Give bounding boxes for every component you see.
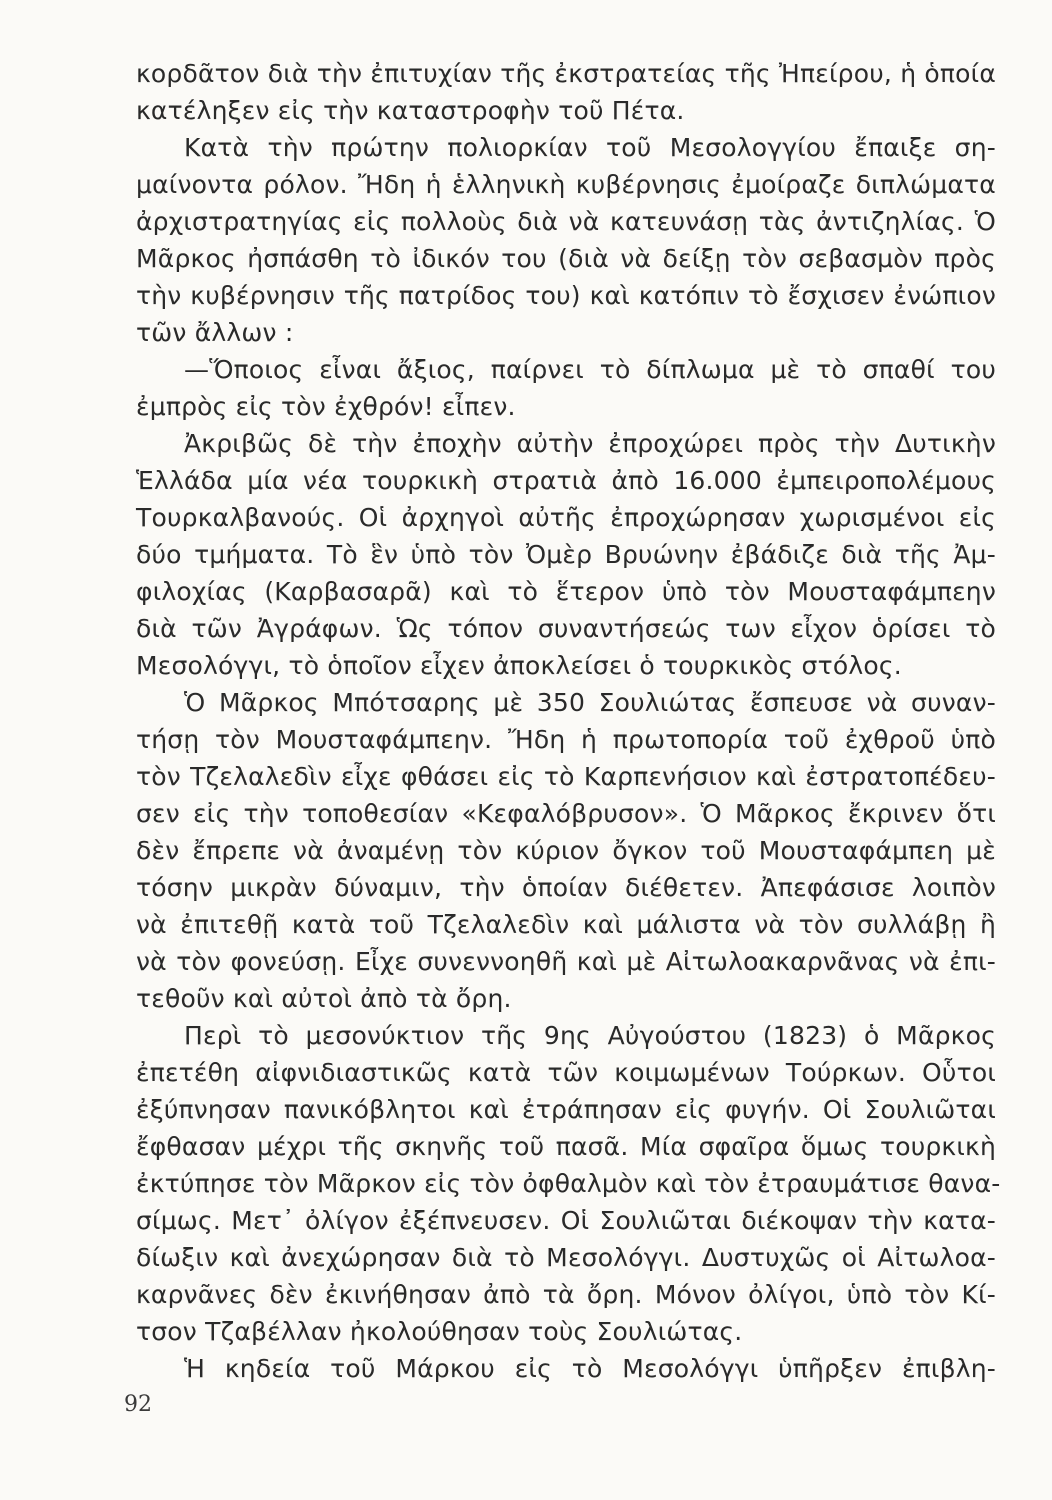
text-line: ἀρχιστρατηγίας εἰς πολλοὺς διὰ νὰ κατευνάσῃ τὰς ἀντιζηλίας. Ὁ [136,207,996,236]
page-number: 92 [124,1392,152,1417]
text-line: νὰ ἐπιτεθῇ κατὰ τοῦ Τζελαλεδὶν καὶ μάλιστα νὰ τὸν συλλάβῃ ἢ [136,910,996,939]
text-line: ἐξύπνησαν πανικόβλητοι καὶ ἐτράπησαν εἰς φυγήν. Οἱ Σουλιῶται [136,1095,996,1124]
text-line: δύο τμήματα. Τὸ ἓν ὑπὸ τὸν Ὀμὲρ Βρυώνην ἐβάδιζε διὰ τῆς Ἀμ- [136,540,996,569]
text-line: Ἑλλάδα μία νέα τουρκικὴ στρατιὰ ἀπὸ 16.000 ἐμπειροπολέμους [136,466,996,495]
text-line: —Ὅποιος εἶναι ἄξιος, παίρνει τὸ δίπλωμα μὲ τὸ σπαθί του [184,355,996,384]
text-line: φιλοχίας (Καρβασαρᾶ) καὶ τὸ ἕτερον ὑπὸ τὸν Μουσταφάμπεην [136,577,996,606]
text-line: δίωξιν καὶ ἀνεχώρησαν διὰ τὸ Μεσολόγγι. Δυστυχῶς οἱ Αἰτωλοα- [136,1243,996,1272]
text-line: Ὁ Μᾶρκος Μπότσαρης μὲ 350 Σουλιώτας ἔσπευσε νὰ συναν- [184,688,996,717]
text-line: Μᾶρκος ἠσπάσθη τὸ ἰδικόν του (διὰ νὰ δείξῃ τὸν σεβασμὸν πρὸς [136,244,996,273]
text-line: τόσην μικρὰν δύναμιν, τὴν ὁποίαν διέθετεν. Ἀπεφάσισε λοιπὸν [136,873,996,902]
text-line: διὰ τῶν Ἀγράφων. Ὡς τόπον συναντήσεώς των εἶχον ὁρίσει τὸ [136,614,996,643]
text-line: ἐκτύπησε τὸν Μᾶρκον εἰς τὸν ὀφθαλμὸν καὶ τὸν ἐτραυμάτισε θανα- [136,1169,1001,1198]
text-line: νὰ τὸν φονεύσῃ. Εἶχε συνεννοηθῆ καὶ μὲ Αἰτωλοακαρνᾶνας νὰ ἐπι- [136,947,996,976]
text-line: ἔφθασαν μέχρι τῆς σκηνῆς τοῦ πασᾶ. Μία σφαῖρα ὅμως τουρκικὴ [136,1132,996,1161]
text-line: τὴν κυβέρνησιν τῆς πατρίδος του) καὶ κατόπιν τὸ ἔσχισεν ἐνώπιον [136,281,996,310]
text-line: τήσῃ τὸν Μουσταφάμπεην. Ἤδη ἡ πρωτοπορία τοῦ ἐχθροῦ ὑπὸ [136,725,996,754]
text-line: Κατὰ τὴν πρώτην πολιορκίαν τοῦ Μεσολογγίου ἔπαιξε ση- [184,133,996,162]
text-line: καρνᾶνες δὲν ἐκινήθησαν ἀπὸ τὰ ὄρη. Μόνον ὀλίγοι, ὑπὸ τὸν Κί- [136,1280,996,1309]
text-line: τσον Τζαβέλλαν ἠκολούθησαν τοὺς Σουλιώτας. [136,1317,743,1346]
text-line: Ἡ κηδεία τοῦ Μάρκου εἰς τὸ Μεσολόγγι ὑπῆρξεν ἐπιβλη- [184,1354,996,1383]
text-line: τὸν Τζελαλεδὶν εἶχε φθάσει εἰς τὸ Καρπενήσιον καὶ ἐστρατοπέδευ- [136,762,996,791]
text-line: Μεσολόγγι, τὸ ὁποῖον εἶχεν ἀποκλείσει ὁ τουρκικὸς στόλος. [136,651,902,680]
text-line: δὲν ἔπρεπε νὰ ἀναμένῃ τὸν κύριον ὄγκον τοῦ Μουσταφάμπεη μὲ [136,836,996,865]
text-line: μαίνοντα ρόλον. Ἤδη ἡ ἑλληνικὴ κυβέρνησις ἐμοίραζε διπλώματα [136,170,996,199]
text-line: ἐπετέθη αἰφνιδιαστικῶς κατὰ τῶν κοιμωμένων Τούρκων. Οὗτοι [136,1058,996,1087]
text-line: Τουρκαλβανούς. Οἱ ἀρχηγοὶ αὐτῆς ἐπροχώρησαν χωρισμένοι εἰς [136,503,996,532]
text-line: τῶν ἄλλων : [136,318,294,347]
text-line: κορδᾶτον διὰ τὴν ἐπιτυχίαν τῆς ἐκστρατείας τῆς Ἠπείρου, ἡ ὁποία [136,59,996,88]
text-line: κατέληξεν εἰς τὴν καταστροφὴν τοῦ Πέτα. [136,96,685,125]
text-line: Περὶ τὸ μεσονύκτιον τῆς 9ης Αὐγούστου (1823) ὁ Μᾶρκος [184,1021,996,1050]
text-line: τεθοῦν καὶ αὐτοὶ ἀπὸ τὰ ὄρη. [136,984,512,1013]
text-line: σίμως. Μετ᾽ ὀλίγον ἐξέπνευσεν. Οἱ Σουλιῶται διέκοψαν τὴν κατα- [136,1206,996,1235]
text-line: Ἀκριβῶς δὲ τὴν ἐποχὴν αὐτὴν ἐπροχώρει πρὸς τὴν Δυτικὴν [184,429,996,458]
text-line: σεν εἰς τὴν τοποθεσίαν «Κεφαλόβρυσον». Ὁ Μᾶρκος ἔκρινεν ὅτι [136,799,996,828]
text-line: ἐμπρὸς εἰς τὸν ἐχθρόν! εἶπεν. [136,392,516,421]
